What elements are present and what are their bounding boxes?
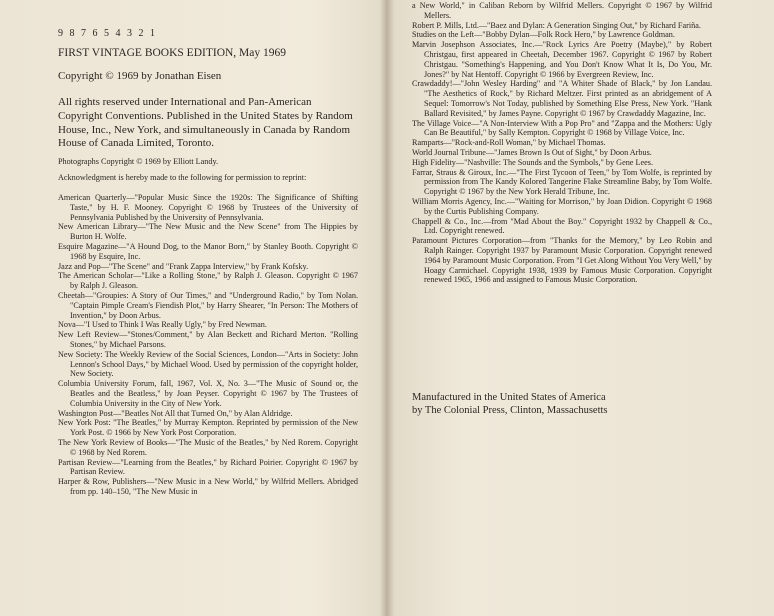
acknowledgment-entry: Farrar, Straus & Giroux, Inc.—"The First Tycoon of Teen," by Tom Wolfe, is reprinted by permission from The Kandy Kolored Tangerine Flake Streamline Baby, by Tom Wolfe. Copyright © 1967 by the New York Herald Tribune, Inc.	[412, 167, 712, 197]
acknowledgment-list-right	[412, 1, 712, 285]
acknowledgment-entry: Partisan Review—"Learning from the Beatles," by Richard Poirier. Copyright © 1967 by Partisan Review.	[58, 457, 358, 477]
right-page	[412, 0, 712, 616]
acknowledgment-entry: American Quarterly—"Popular Music Since the 1920s: The Significance of Shifting Taste," by H. F. Mooney. Copyright © 1968 by Trustees of the University of Pennsylvania Published by the University of Pennsylvania.	[58, 193, 358, 222]
acknowledgment-entry: Jazz and Pop—"The Scene" and "Frank Zappa Interview," by Frank Kofsky.	[58, 261, 309, 271]
acknowledgment-entry: Columbia University Forum, fall, 1967, Vol. X, No. 3—"The Music of Sound or, the Beatles and the Beatless," by Joan Peyser. Copyright © 1967 by The Trustees of Columbia University in the City of New York.	[58, 379, 358, 408]
acknowledgment-entry: William Morris Agency, Inc.—"Waiting for Morrison," by Joan Didion. Copyright © 1968 by the Curtis Publishing Company.	[412, 196, 712, 216]
acknowledgment-list-left	[58, 193, 358, 497]
rights-statement: All rights reserved under International and Pan-American Copyright Conventions. Published in the United States by Random House, Inc., New York, and simultaneously in Canada by Random House of Canada Limited, Toronto.	[58, 96, 353, 150]
acknowledgment-intro: Acknowledgment is hereby made to the following for permission to reprint:	[58, 173, 307, 182]
acknowledgment-entry: New Left Review—"Stones/Comment," by Alan Beckett and Richard Merton. "Rolling Stones," by Michael Parsons.	[58, 330, 358, 349]
acknowledgment-entry: Marvin Josephson Associates, Inc.—"Rock Lyrics Are Poetry (Maybe)," by Robert Christgau, first appeared in Cheetah, December 1967. Copyright © 1967 by Robert Christgau. "Something's Happening, and You Don't Know What It Is, Do You, Mr. Jones?" by Nat Hentoff. Copyright © 1966 by Evergreen Review, Inc.	[412, 40, 712, 79]
acknowledgment-entry: a New World," in Caliban Reborn by Wilfrid Mellers. Copyright © 1967 by Wilfrid Mellers.	[412, 1, 712, 20]
photo-credit: Photographs Copyright © 1969 by Elliott Landy.	[58, 157, 219, 166]
acknowledgment-entry: New York Post: "The Beatles," by Murray Kempton. Reprinted by permission of the New York Post. © 1966 by New York Post Corporation.	[58, 418, 358, 438]
acknowledgment-entry: Robert P. Mills, Ltd.—"Baez and Dylan: A Generation Singing Out," by Richard Fariña.	[412, 20, 701, 30]
acknowledgment-entry: Chappell & Co., Inc.—from "Mad About the Boy." Copyright 1932 by Chappell & Co., Ltd. Copyright renewed.	[412, 216, 712, 236]
acknowledgment-entry: Harper & Row, Publishers—"New Music in a New World," by Wilfrid Mellers. Abridged from pp. 140–150, "The New Music in	[58, 477, 358, 496]
left-page	[58, 0, 358, 616]
acknowledgment-entry: New Society: The Weekly Review of the Social Sciences, London—"Arts in Society: John Lennon's School Days," by Michael Wood. Used by permission of the copyright holder, New Society.	[58, 349, 358, 379]
manufactured-line: Manufactured in the United States of America	[412, 392, 606, 403]
book-gutter	[380, 0, 394, 616]
manufactured-note	[412, 391, 712, 417]
acknowledgment-entry: The Village Voice—"A Non-Interview With a Pop Pro" and "Zappa and the Mothers: Ugly Can Be Beautiful," by Sally Kempton. Copyright © 1968 by Village Voice, Inc.	[412, 118, 712, 138]
acknowledgment-entry: New American Library—"The New Music and the New Scene" from The Hippies by Burton H. Wolfe.	[58, 222, 358, 242]
acknowledgment-entry: World Journal Tribune—"James Brown Is Out of Sight," by Doon Arbus.	[412, 147, 652, 157]
acknowledgment-entry: Nova—"I Used to Think I Was Really Ugly," by Fred Newman.	[58, 320, 267, 330]
acknowledgment-entry: High Fidelity—"Nashville: The Sounds and the Symbols," by Gene Lees.	[412, 157, 653, 167]
acknowledgment-entry: Cheetah—"Groupies: A Story of Our Times," and "Underground Radio," by Tom Nolan. "Captain Pimple Cream's Fiendish Plot," by Harry Shearer, "In Person: The Mothers of Invention," by Doon Arbus.	[58, 290, 358, 320]
acknowledgment-entry: Crawdaddy!—"John Wesley Harding" and "A Whiter Shade of Black," by Jon Landau. "The Aesthetics of Rock," by Richard Meltzer. First printed as an abridgement of A Sequel: Tomorrow's Not Today, published by Something Else Press, New York. "Hank Ballard Revisited," by James Payne. Copyright © 1967 by Crawdaddy Magazine, Inc.	[412, 79, 712, 118]
acknowledgment-entry: Esquire Magazine—"A Hound Dog, to the Manor Born," by Stanley Booth. Copyright © 1968 by Esquire, Inc.	[58, 241, 358, 261]
acknowledgment-entry: Paramount Pictures Corporation—from "Thanks for the Memory," by Leo Robin and Ralph Rainger. Copyright 1937 by Paramount Music Corporation. Copyright renewed 1964 by Paramount Music Corporation. From "I Get Along Without You Very Well," by Hoagy Carmichael. Copyright 1938, 1939 by Famous Music Corporation. Copyright renewed 1965, 1966 and assigned to Famous Music Corporation.	[412, 236, 712, 285]
copyright-line: Copyright © 1969 by Jonathan Eisen	[58, 70, 222, 82]
acknowledgment-entry: Ramparts—"Rock-and-Roll Woman," by Michael Thomas.	[412, 138, 606, 148]
acknowledgment-entry: The New York Review of Books—"The Music of the Beatles," by Ned Rorem. Copyright © 1968 by Ned Rorem.	[58, 437, 358, 457]
printer-line: by The Colonial Press, Clinton, Massachusetts	[412, 405, 608, 416]
acknowledgment-entry: The American Scholar—"Like a Rolling Stone," by Ralph J. Gleason. Copyright © 1967 by Ralph J. Gleason.	[58, 271, 358, 291]
edition-line: FIRST VINTAGE BOOKS EDITION, May 1969	[58, 47, 287, 59]
acknowledgment-entry: Studies on the Left—"Bobby Dylan—Folk Rock Hero," by Lawrence Goldman.	[412, 30, 675, 40]
acknowledgment-entry: Washington Post—"Beatles Not All that Turned On," by Alan Aldridge.	[58, 408, 293, 418]
print-numbers: 9 8 7 6 5 4 3 2 1	[58, 28, 157, 39]
